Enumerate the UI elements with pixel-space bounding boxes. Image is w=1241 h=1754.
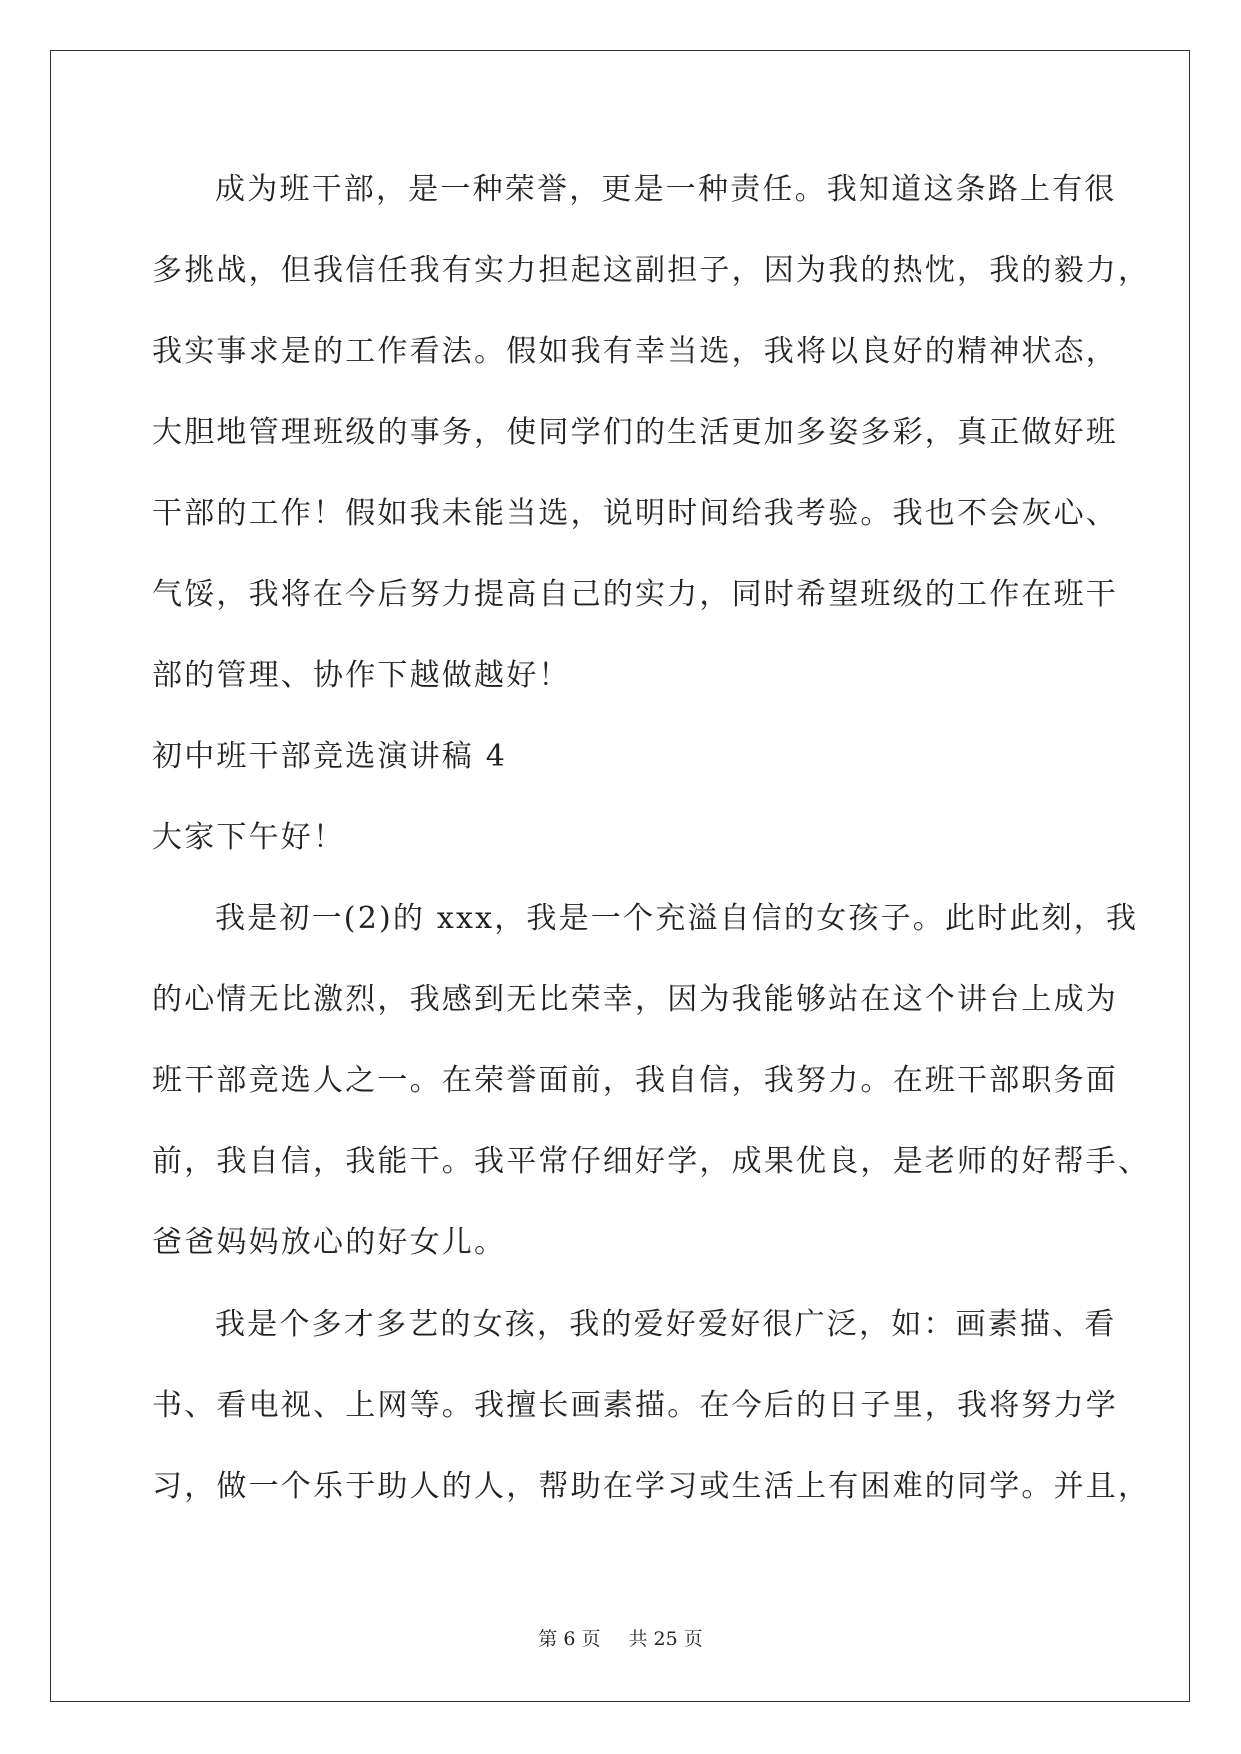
paragraph-line: 的心情无比激烈，我感到无比荣幸，因为我能够站在这个讲台上成为 xyxy=(152,982,1118,1017)
paragraph-line: 我是初一(2)的 xxx，我是一个充溢自信的女孩子。此时此刻，我 xyxy=(215,901,1139,936)
section-title: 初中班干部竞选演讲稿 4 xyxy=(152,739,508,774)
page-total: 共 25 页 xyxy=(628,1628,703,1650)
paragraph-line: 成为班干部，是一种荣誉，更是一种责任。我知道这条路上有很 xyxy=(215,172,1117,207)
paragraph-line: 习，做一个乐于助人的人，帮助在学习或生活上有困难的同学。并且， xyxy=(152,1469,1151,1504)
paragraph-line: 前，我自信，我能干。我平常仔细好学，成果优良，是老师的好帮手、 xyxy=(152,1144,1151,1179)
paragraph-line: 爸爸妈妈放心的好女儿。 xyxy=(152,1225,507,1260)
page-footer xyxy=(0,1627,1241,1651)
paragraph-line: 班干部竞选人之一。在荣誉面前，我自信，我努力。在班干部职务面 xyxy=(152,1063,1118,1098)
paragraph-line: 书、看电视、上网等。我擅长画素描。在今后的日子里，我将努力学 xyxy=(152,1388,1118,1423)
paragraph-line: 多挑战，但我信任我有实力担起这副担子，因为我的热忱，我的毅力， xyxy=(152,253,1151,288)
greeting: 大家下午好！ xyxy=(152,820,346,855)
paragraph-line: 干部的工作！假如我未能当选，说明时间给我考验。我也不会灰心、 xyxy=(152,496,1118,531)
paragraph-line: 我实事求是的工作看法。假如我有幸当选，我将以良好的精神状态， xyxy=(152,334,1118,369)
page-border xyxy=(50,50,1190,1702)
paragraph-line: 部的管理、协作下越做越好！ xyxy=(152,658,571,693)
paragraph-line: 气馁，我将在今后努力提高自己的实力，同时希望班级的工作在班干 xyxy=(152,577,1118,612)
page-number: 第 6 页 xyxy=(538,1628,601,1650)
paragraph-line: 我是个多才多艺的女孩，我的爱好爱好很广泛，如：画素描、看 xyxy=(215,1307,1117,1342)
paragraph-line: 大胆地管理班级的事务，使同学们的生活更加多姿多彩，真正做好班 xyxy=(152,415,1118,450)
